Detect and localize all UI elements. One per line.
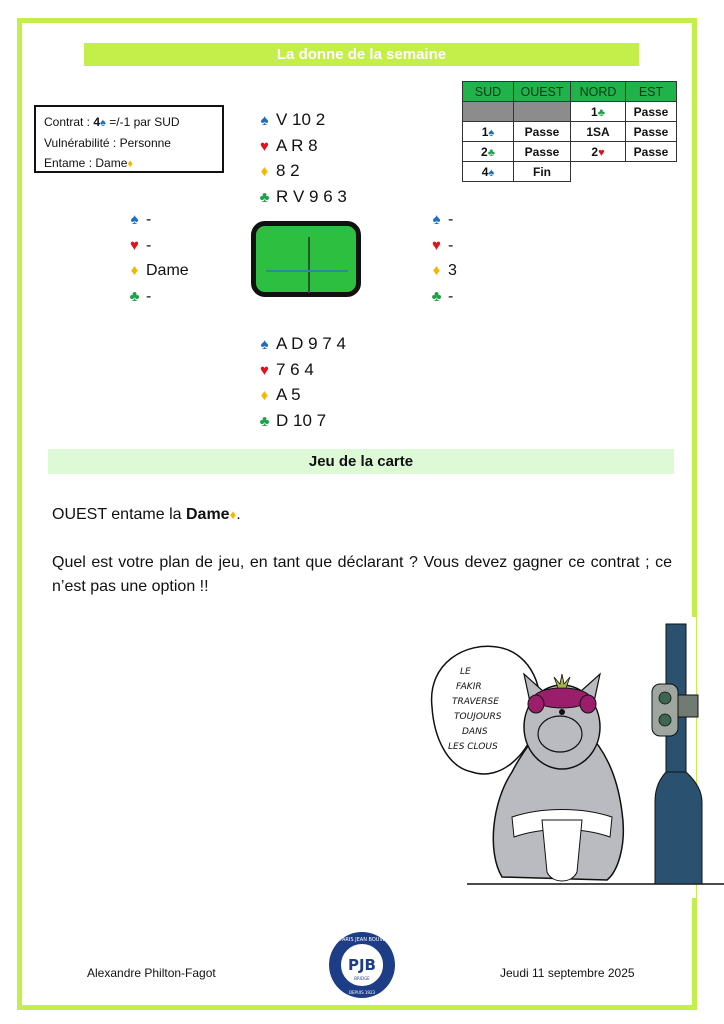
contract-level: 4 xyxy=(93,115,101,129)
bid-cell xyxy=(514,122,571,142)
diamond-icon: ♦ xyxy=(229,507,237,522)
speech-line: TOUJOURS xyxy=(454,712,502,722)
contract-result: =/-1 par SUD xyxy=(105,115,180,129)
lead-label: Entame : Dame xyxy=(44,156,128,170)
lead-paragraph xyxy=(52,503,241,527)
header-est: EST xyxy=(626,82,677,102)
bid-text: 2 xyxy=(481,144,488,159)
west-club-cards: - xyxy=(146,287,152,305)
north-clubs xyxy=(257,185,347,211)
hand-west xyxy=(127,207,189,309)
south-spades xyxy=(257,332,346,358)
question-paragraph: Quel est votre plan de jeu, en tant que déclarant ? Vous devez gagner ce contrat ; ce n’est pas une option !! xyxy=(52,554,672,595)
north-spade-cards: V 10 2 xyxy=(276,110,326,129)
heart-icon: ♥ xyxy=(260,137,269,155)
bid-text: 2 xyxy=(591,144,599,159)
speech-line: LES CLOUS xyxy=(448,742,498,752)
west-spade-cards: - xyxy=(146,211,152,228)
east-heart-cards: - xyxy=(448,236,454,254)
header-sud: SUD xyxy=(463,82,514,102)
traffic-light-pole xyxy=(652,624,702,884)
speech-line: TRAVERSE xyxy=(452,697,499,707)
west-clubs xyxy=(127,284,189,310)
bid-cell xyxy=(463,102,514,122)
header-ouest: OUEST xyxy=(514,82,571,102)
heart-icon: ♥ xyxy=(598,146,605,159)
north-diamond-cards: 8 2 xyxy=(276,161,300,180)
table-horizontal-line xyxy=(266,270,348,272)
south-club-cards: D 10 7 xyxy=(276,410,327,430)
hand-north xyxy=(257,108,347,210)
logo-ring-bottom: DEPUIS 1923 xyxy=(348,990,376,995)
bid-text: Passe xyxy=(633,104,669,119)
east-club-cards: - xyxy=(448,287,454,305)
diamond-icon: ♦ xyxy=(130,262,139,279)
club-icon: ♣ xyxy=(487,146,495,159)
bid-cell xyxy=(626,142,677,162)
bid-text: 1 xyxy=(481,124,489,139)
bid-text: Passe xyxy=(633,124,669,139)
bid-cell xyxy=(463,162,514,182)
heart-icon: ♥ xyxy=(260,361,269,379)
east-diamonds xyxy=(429,258,457,284)
east-hearts xyxy=(429,233,457,259)
bid-text: 1SA xyxy=(586,124,610,139)
heart-icon: ♥ xyxy=(432,236,441,254)
west-hearts xyxy=(127,233,189,259)
contract-line xyxy=(44,112,214,133)
club-icon: ♣ xyxy=(431,287,442,305)
south-diamond-cards: A 5 xyxy=(276,385,301,404)
section-title: Jeu de la carte xyxy=(48,449,674,474)
bid-cell xyxy=(571,122,626,142)
bidding-row xyxy=(463,162,677,182)
bidding-row xyxy=(463,122,677,142)
bid-cell xyxy=(571,162,626,182)
spade-icon: ♠ xyxy=(260,112,269,129)
north-club-cards: R V 9 6 3 xyxy=(276,186,347,206)
diamond-icon: ♦ xyxy=(260,387,269,404)
bid-cell xyxy=(514,102,571,122)
lead-period: . xyxy=(236,506,241,523)
bid-cell xyxy=(571,102,626,122)
spade-icon: ♠ xyxy=(100,117,106,129)
bidding-row xyxy=(463,102,677,122)
page-title: La donne de la semaine xyxy=(84,43,639,66)
club-icon: ♣ xyxy=(129,287,140,305)
south-diamonds xyxy=(257,383,346,409)
bid-text: 1 xyxy=(591,104,598,119)
bid-text: 4 xyxy=(481,164,489,179)
club-icon: ♣ xyxy=(259,188,270,206)
east-spade-cards: - xyxy=(448,211,454,228)
bid-cell xyxy=(514,142,571,162)
vulnerability-line: Vulnérabilité : Personne xyxy=(44,136,171,150)
club-icon: ♣ xyxy=(597,106,605,119)
bidding-row xyxy=(463,142,677,162)
bid-cell xyxy=(626,122,677,142)
bidding-table xyxy=(462,81,677,182)
bridge-table-icon xyxy=(251,221,361,297)
lead-line xyxy=(44,153,214,174)
bidding-body xyxy=(463,102,677,182)
bid-text: Fin xyxy=(533,164,551,179)
bid-cell xyxy=(626,162,677,182)
cartoon-image xyxy=(412,622,724,894)
contract-label: Contrat : xyxy=(44,115,94,129)
lead-text: OUEST entame la xyxy=(52,506,186,523)
header-nord: NORD xyxy=(571,82,626,102)
bid-cell xyxy=(571,142,626,162)
hand-south xyxy=(257,332,346,434)
bid-cell xyxy=(463,122,514,142)
north-heart-cards: A R 8 xyxy=(276,135,318,155)
south-heart-cards: 7 6 4 xyxy=(276,359,314,379)
speech-line: DANS xyxy=(462,727,488,737)
logo-text: PJB xyxy=(347,956,377,974)
speech-line: FAKIR xyxy=(456,682,482,692)
east-spades xyxy=(429,207,457,233)
west-spades xyxy=(127,207,189,233)
bid-text: Passe xyxy=(524,144,560,159)
south-clubs xyxy=(257,409,346,435)
bid-cell xyxy=(626,102,677,122)
diamond-icon: ♦ xyxy=(432,262,441,279)
south-hearts xyxy=(257,358,346,384)
club-icon: ♣ xyxy=(259,412,270,430)
east-diamond-cards: 3 xyxy=(448,262,457,279)
west-diamonds xyxy=(127,258,189,284)
north-hearts xyxy=(257,134,347,160)
spade-icon: ♠ xyxy=(488,166,495,179)
spade-icon: ♠ xyxy=(130,211,139,228)
north-spades xyxy=(257,108,347,134)
hand-east xyxy=(429,207,457,309)
east-clubs xyxy=(429,284,457,310)
diamond-icon: ♦ xyxy=(260,163,269,180)
logo-sub: BRIDGE xyxy=(354,976,370,981)
west-diamond-cards: Dame xyxy=(146,262,189,279)
footer-author: Alexandre Philton-Fagot xyxy=(87,966,216,980)
contract-box xyxy=(34,105,224,173)
logo-ring-top: PARIS JEAN BOUIN xyxy=(339,937,385,943)
north-diamonds xyxy=(257,159,347,185)
table-vertical-line xyxy=(308,237,310,293)
west-heart-cards: - xyxy=(146,236,152,254)
lead-card: Dame xyxy=(185,506,230,523)
diamond-icon: ♦ xyxy=(127,158,133,170)
bid-text: Passe xyxy=(633,144,669,159)
bidding-header-row xyxy=(463,82,677,102)
bid-text: Passe xyxy=(524,124,560,139)
speech-line: LE xyxy=(460,667,471,677)
spade-icon: ♠ xyxy=(488,126,495,139)
spade-icon: ♠ xyxy=(432,211,441,228)
bid-cell xyxy=(514,162,571,182)
heart-icon: ♥ xyxy=(130,236,139,254)
bid-cell xyxy=(463,142,514,162)
south-spade-cards: A D 9 7 4 xyxy=(276,334,346,353)
footer-date: Jeudi 11 septembre 2025 xyxy=(500,966,635,980)
spade-icon: ♠ xyxy=(260,336,269,353)
club-logo xyxy=(328,931,396,999)
